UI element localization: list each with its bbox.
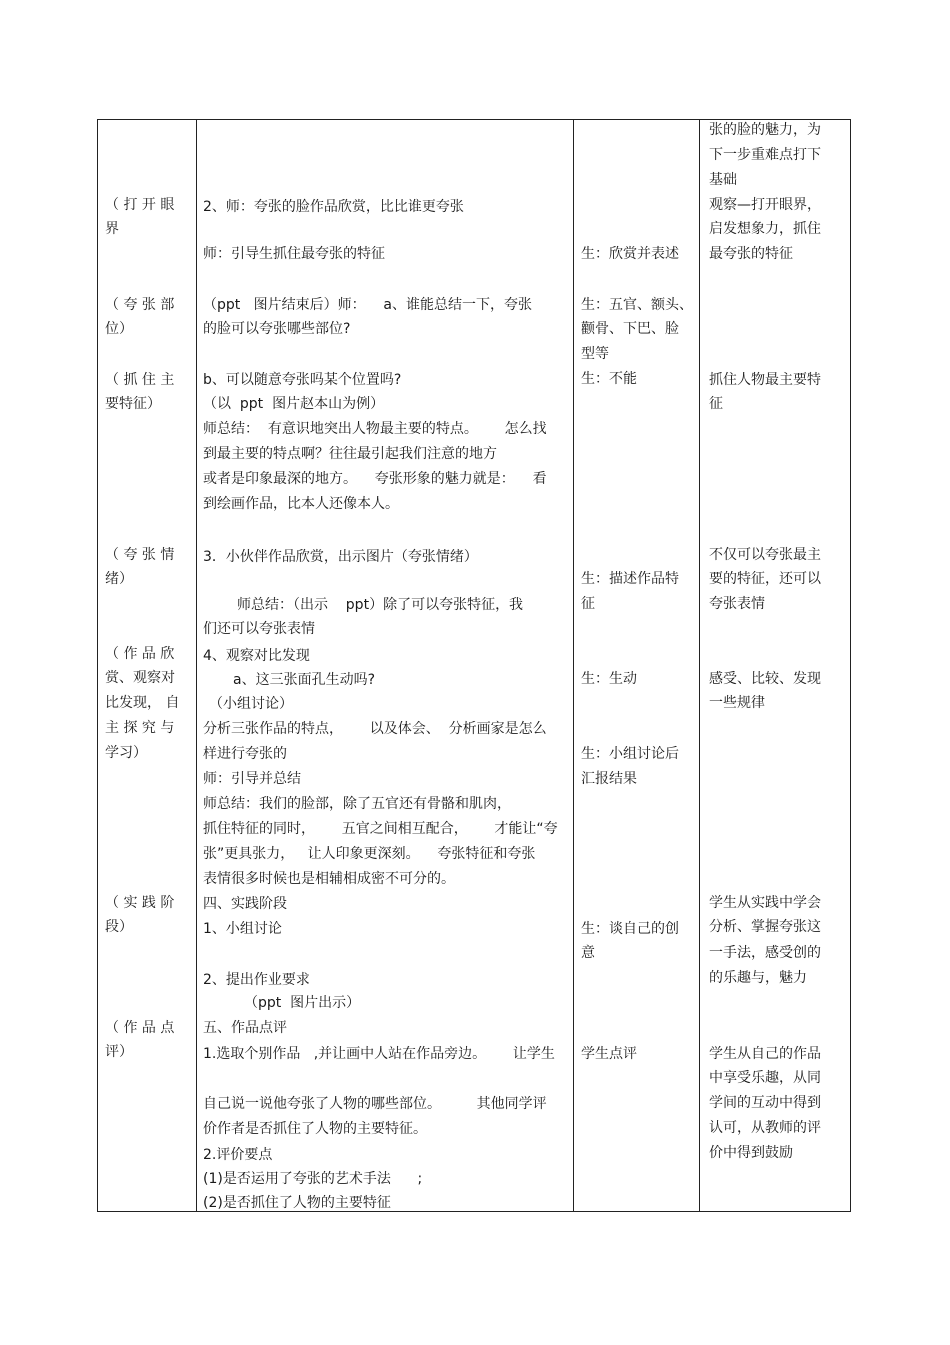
teacher-activity-line: 自己说一说他夸张了人物的哪些部位。 其他同学评 <box>203 1096 547 1112</box>
teacher-activity-line: 张”更具张力， 让人印象更深刻。 夸张特征和夸张 <box>203 846 536 862</box>
stage-label: （ 作 品 点 <box>105 1020 175 1036</box>
purpose-line: 夸张表情 <box>709 596 765 612</box>
purpose-line: 感受、比较、发现 <box>709 671 821 687</box>
stage-label: （ 抓 住 主 <box>105 372 175 388</box>
teacher-activity-line: （ppt 图片出示） <box>244 995 361 1011</box>
student-activity-line: 生：描述作品特 <box>581 571 679 587</box>
purpose-line: 最夸张的特征 <box>709 246 793 262</box>
purpose-line: 的乐趣与，魅力 <box>709 970 807 986</box>
teacher-activity-line: 1、小组讨论 <box>203 921 282 937</box>
teacher-activity-line: 4、观察对比发现 <box>203 648 310 664</box>
teacher-activity-line: 们还可以夸张表情 <box>203 621 315 637</box>
teacher-activity-line: 2、师：夸张的脸作品欣赏，比比谁更夸张 <box>203 199 464 215</box>
stage-label: 比发现， 自 <box>105 695 180 711</box>
teacher-activity-line: b、可以随意夸张吗某个位置吗? <box>203 372 402 388</box>
stage-label: 位） <box>105 321 133 337</box>
stage-label: 赏、观察对 <box>105 670 175 686</box>
purpose-line: 中享受乐趣，从同 <box>709 1070 821 1086</box>
stage-label: （ 夸 张 情 <box>105 547 175 563</box>
purpose-line: 学间的互动中得到 <box>709 1095 821 1111</box>
teacher-activity-line: 表情很多时候也是相辅相成密不可分的。 <box>203 871 455 887</box>
student-activity-line: 颧骨、下巴、脸 <box>581 321 679 337</box>
teacher-activity-line: 3．小伙伴作品欣赏，出示图片（夸张情绪） <box>203 549 478 565</box>
stage-label: （ 实 践 阶 <box>105 895 175 911</box>
teacher-activity-line: 1.选取个别作品 ,并让画中人站在作品旁边。 让学生 <box>203 1046 555 1062</box>
student-activity-line: 生：小组讨论后 <box>581 746 679 762</box>
column-divider <box>196 119 197 1212</box>
student-activity-line: 型等 <box>581 346 609 362</box>
stage-label: 要特征） <box>105 396 161 412</box>
teacher-activity-line: 分析三张作品的特点， 以及体会、 分析画家是怎么 <box>203 721 547 737</box>
stage-label: （ 作 品 欣 <box>105 646 175 662</box>
teacher-activity-line: (1)是否运用了夸张的艺术手法 ; <box>203 1171 423 1187</box>
purpose-line: 抓住人物最主要特 <box>709 372 821 388</box>
purpose-line: 征 <box>709 396 723 412</box>
column-divider <box>699 119 700 1212</box>
teacher-activity-line: 或者是印象最深的地方。 夸张形象的魅力就是： 看 <box>203 471 547 487</box>
teacher-activity-line: 抓住特征的同时， 五官之间相互配合， 才能让“夸 <box>203 821 558 837</box>
teacher-activity-line: 的脸可以夸张哪些部位? <box>203 321 351 337</box>
purpose-line: 学生从实践中学会 <box>709 895 821 911</box>
student-activity-line: 生：不能 <box>581 371 637 387</box>
purpose-line: 启发想象力，抓住 <box>709 221 821 237</box>
stage-label: 绪） <box>105 571 133 587</box>
stage-label: 段） <box>105 919 133 935</box>
purpose-line: 一手法，感受创的 <box>709 945 821 961</box>
stage-label: （ 打 开 眼 <box>105 197 175 213</box>
student-activity-line: 生：欣赏并表述 <box>581 246 679 262</box>
student-activity-line: 生：五官、额头、 <box>581 297 693 313</box>
purpose-line: 价中得到鼓励 <box>709 1145 793 1161</box>
teacher-activity-line: (2)是否抓住了人物的主要特征 <box>203 1195 391 1211</box>
purpose-line: 一些规律 <box>709 695 765 711</box>
purpose-line: 要的特征，还可以 <box>709 571 821 587</box>
stage-label: 界 <box>105 221 119 237</box>
column-divider <box>573 119 574 1212</box>
teacher-activity-line: 师总结：我们的脸部，除了五官还有骨骼和肌肉， <box>203 796 511 812</box>
teacher-activity-line: a、这三张面孔生动吗? <box>233 672 376 688</box>
teacher-activity-line: 四、实践阶段 <box>203 896 287 912</box>
teacher-activity-line: （以 ppt 图片赵本山为例） <box>203 396 385 412</box>
stage-label: 评） <box>105 1044 133 1060</box>
purpose-line: 下一步重难点打下 <box>709 147 821 163</box>
student-activity-line: 学生点评 <box>581 1046 637 1062</box>
purpose-line: 学生从自己的作品 <box>709 1046 821 1062</box>
student-activity-line: 生：生动 <box>581 671 637 687</box>
student-activity-line: 意 <box>581 945 595 961</box>
purpose-line: 观察—打开眼界， <box>709 197 821 213</box>
teacher-activity-line: 师总结： 有意识地突出人物最主要的特点。 怎么找 <box>203 421 547 437</box>
student-activity-line: 汇报结果 <box>581 771 637 787</box>
purpose-line: 基础 <box>709 172 737 188</box>
teacher-activity-line: （小组讨论） <box>209 696 293 712</box>
teacher-activity-line: 2.评价要点 <box>203 1147 273 1163</box>
teacher-activity-line: 到绘画作品，比本人还像本人。 <box>203 496 399 512</box>
student-activity-line: 征 <box>581 596 595 612</box>
teacher-activity-line: 师：引导并总结 <box>203 771 301 787</box>
stage-label: 学习） <box>105 745 147 761</box>
teacher-activity-line: （ppt 图片结束后）师： a、谁能总结一下，夸张 <box>203 297 532 313</box>
purpose-line: 不仅可以夸张最主 <box>709 547 821 563</box>
teacher-activity-line: 价作者是否抓住了人物的主要特征。 <box>203 1121 427 1137</box>
purpose-line: 认可，从教师的评 <box>709 1120 821 1136</box>
stage-label: （ 夸 张 部 <box>105 297 175 313</box>
teacher-activity-line: 到最主要的特点啊？往往最引起我们注意的地方 <box>203 446 497 462</box>
stage-label: 主 探 究 与 <box>105 720 175 736</box>
purpose-line: 张的脸的魅力，为 <box>709 122 821 138</box>
teacher-activity-line: 师：引导生抓住最夸张的特征 <box>203 246 385 262</box>
teacher-activity-line: 师总结：（出示 ppt）除了可以夸张特征，我 <box>237 597 524 613</box>
teacher-activity-line: 五、作品点评 <box>203 1020 287 1036</box>
student-activity-line: 生：谈自己的创 <box>581 921 679 937</box>
teacher-activity-line: 2、提出作业要求 <box>203 972 310 988</box>
purpose-line: 分析、掌握夸张这 <box>709 919 821 935</box>
teacher-activity-line: 样进行夸张的 <box>203 746 287 762</box>
